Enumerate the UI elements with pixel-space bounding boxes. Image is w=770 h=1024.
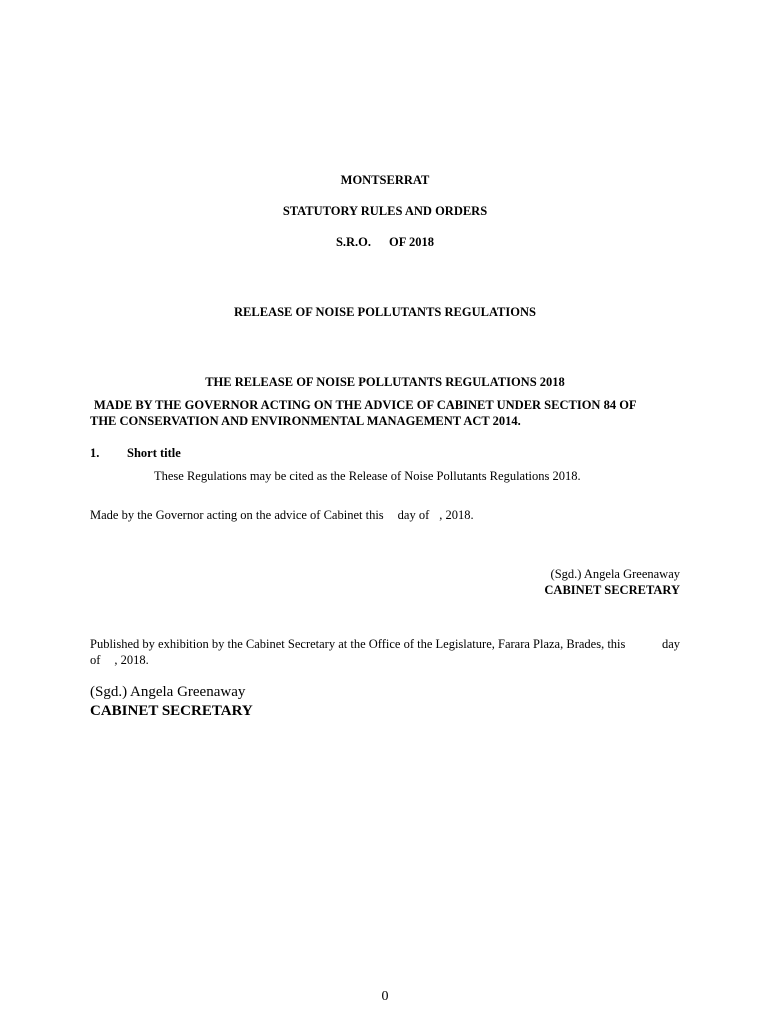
published-year: , 2018.: [114, 653, 149, 667]
published-of: of: [90, 653, 101, 667]
section-title: Short title: [127, 446, 181, 460]
enacting-clause-line-1: MADE BY THE GOVERNOR ACTING ON THE ADVICE OF CABINET UNDER SECTION 84 OF: [94, 398, 637, 412]
published-day: day: [661, 637, 680, 651]
section-text: These Regulations may be cited as the Release of Noise Pollutants Regulations 2018.: [154, 469, 581, 483]
sro-suffix: OF 2018: [389, 235, 435, 249]
published-line-1: [90, 636, 680, 652]
signature-name: (Sgd.) Angela Greenaway: [550, 567, 680, 581]
published-text: Published by exhibition by the Cabinet Secretary at the Office of the Legislature, Farara Plaza, Brades, this: [90, 637, 626, 651]
enacting-clause-line-2: THE CONSERVATION AND ENVIRONMENTAL MANAGEMENT ACT 2014.: [90, 414, 521, 428]
regulation-short-heading: RELEASE OF NOISE POLLUTANTS REGULATIONS: [234, 305, 536, 319]
made-by-year: , 2018.: [439, 508, 474, 522]
published-line-2: [90, 652, 149, 668]
signature-role-2: CABINET SECRETARY: [90, 703, 253, 719]
regulation-full-title: THE RELEASE OF NOISE POLLUTANTS REGULATIONS 2018: [205, 375, 565, 389]
page-number: 0: [381, 989, 389, 1004]
country-heading: MONTSERRAT: [340, 173, 430, 187]
made-by-line: [90, 507, 474, 523]
signature-name-2: (Sgd.) Angela Greenaway: [90, 684, 246, 700]
section-number: 1.: [90, 446, 100, 460]
sro-prefix: S.R.O.: [335, 235, 372, 249]
sro-number: [0, 234, 770, 250]
signature-role: CABINET SECRETARY: [544, 583, 680, 597]
made-by-day-of: day of: [397, 508, 430, 522]
series-heading: STATUTORY RULES AND ORDERS: [282, 204, 488, 218]
made-by-text: Made by the Governor acting on the advice of Cabinet this: [90, 508, 384, 522]
